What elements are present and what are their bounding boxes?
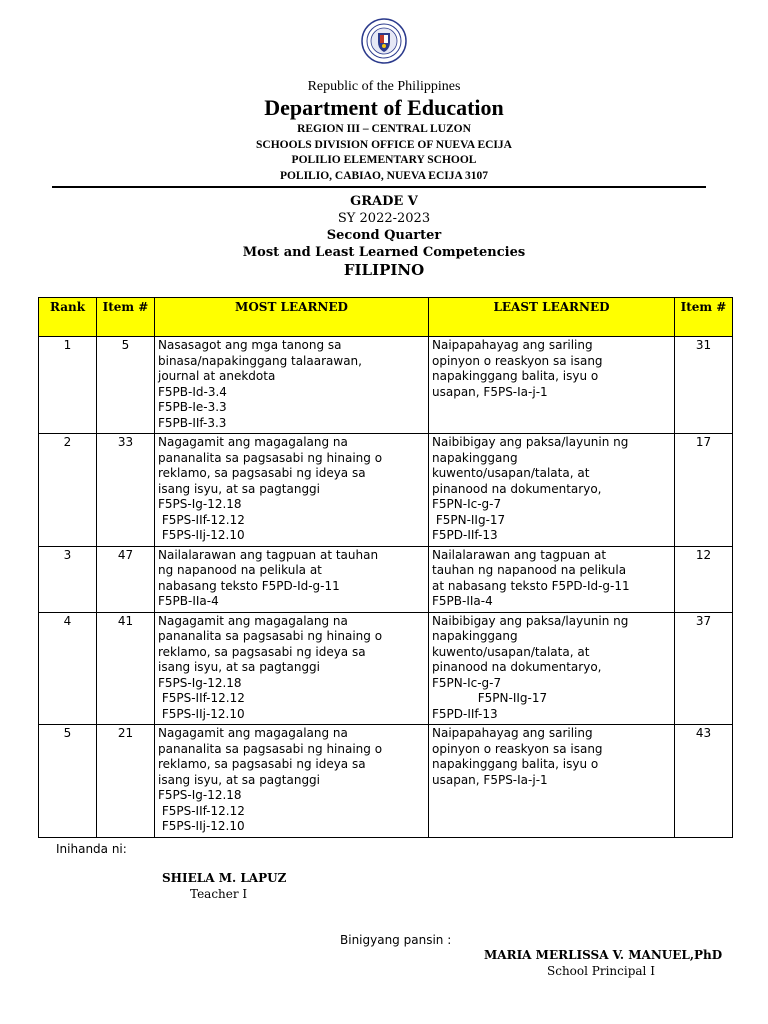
competency-line: F5PN-IIg-17 <box>432 691 548 705</box>
competency-line: Naipapahayag ang sariling <box>432 338 593 352</box>
competency-line: opinyon o reaskyon sa isang <box>432 353 603 368</box>
competency-line: F5PB-Id-3.4 <box>158 384 227 399</box>
competencies-table <box>38 297 733 838</box>
subject-title: FILIPINO <box>343 261 425 279</box>
competency-line: Nailalarawan ang tagpuan at <box>432 547 607 562</box>
most-item-number-cell: 5 <box>97 337 155 434</box>
competency-line: isang isyu, at sa pagtanggi <box>158 660 321 674</box>
competency-line: reklamo, sa pagsasabi ng ideya sa <box>158 644 366 659</box>
competency-line: F5PS-Ig-12.18 <box>158 675 242 690</box>
prepared-by-label: Inihanda ni: <box>56 842 127 856</box>
rank-cell: 3 <box>39 546 97 612</box>
least-learned-cell <box>429 546 675 612</box>
noter-role: School Principal I <box>547 964 655 978</box>
competency-line: F5PS-Ig-12.18 <box>158 788 242 802</box>
least-item-number-cell: 43 <box>675 725 733 838</box>
least-item-number-cell: 12 <box>675 546 733 612</box>
competency-line: napakinggang <box>432 629 518 643</box>
competency-line: reklamo, sa pagsasabi ng ideya sa <box>158 466 366 480</box>
competency-line: napakinggang balita, isyu o <box>432 369 599 383</box>
competency-line: F5PB-Ie-3.3 <box>158 400 227 414</box>
competency-line: ng napanood na pelikula at <box>158 563 322 577</box>
competency-line: F5PB-IIa-4 <box>432 594 493 608</box>
table-row <box>39 434 733 547</box>
competency-line: F5PS-IIf-12.12 <box>158 803 245 818</box>
quarter-title: Second Quarter <box>326 228 442 243</box>
competency-line: reklamo, sa pagsasabi ng ideya sa <box>158 757 366 771</box>
competency-line: usapan, F5PS-Ia-j-1 <box>432 772 548 787</box>
grade-title: GRADE V <box>350 194 418 209</box>
competency-line: F5PS-IIj-12.10 <box>158 819 245 833</box>
item-number-header: Item # <box>675 298 733 337</box>
header-divider <box>52 186 706 188</box>
competency-line: isang isyu, at sa pagtanggi <box>158 772 321 787</box>
competency-line: napakinggang <box>432 450 518 465</box>
least-learned-cell <box>429 434 675 547</box>
address-line: POLILIO, CABIAO, NUEVA ECIJA 3107 <box>279 170 489 183</box>
table-row <box>39 725 733 838</box>
school-line: POLILIO ELEMENTARY SCHOOL <box>291 154 477 167</box>
competency-line: binasa/napakinggang talaarawan, <box>158 353 362 368</box>
competency-line: Nagagamit ang magagalang na <box>158 726 348 740</box>
most-learned-cell <box>155 725 429 838</box>
rank-cell: 2 <box>39 434 97 547</box>
department-title: Department of Education <box>264 95 504 120</box>
competency-line: Naibibigay ang paksa/layunin ng <box>432 435 629 449</box>
competency-line: F5PD-IIf-13 <box>432 706 498 721</box>
most-learned-cell <box>155 546 429 612</box>
item-number-header: Item # <box>97 298 155 337</box>
competency-line: F5PS-IIf-12.12 <box>158 691 245 705</box>
competency-line: journal at anekdota <box>158 369 276 383</box>
school-year: SY 2022-2023 <box>337 211 431 226</box>
competency-line: F5PB-IIa-4 <box>158 594 219 608</box>
competency-line: F5PB-IIf-3.3 <box>158 415 227 430</box>
competency-line: usapan, F5PS-Ia-j-1 <box>432 384 548 399</box>
competency-line: F5PN-Ic-g-7 <box>432 675 502 690</box>
deped-seal-icon <box>361 18 407 64</box>
most-learned-cell <box>155 434 429 547</box>
rank-header: Rank <box>39 298 97 337</box>
least-learned-cell <box>429 725 675 838</box>
preparer-name: SHIELA M. LAPUZ <box>162 871 287 885</box>
most-item-number-cell: 21 <box>97 725 155 838</box>
competency-line: pinanood na dokumentaryo, <box>432 481 602 496</box>
least-learned-cell <box>429 337 675 434</box>
competency-line: Nagagamit ang magagalang na <box>158 435 348 449</box>
least-item-number-cell: 17 <box>675 434 733 547</box>
table-row <box>39 612 733 725</box>
most-learned-header: MOST LEARNED <box>155 298 429 337</box>
least-learned-header: LEAST LEARNED <box>429 298 675 337</box>
least-item-number-cell: 31 <box>675 337 733 434</box>
competency-line: Naibibigay ang paksa/layunin ng <box>432 613 629 628</box>
competency-line: Nasasagot ang mga tanong sa <box>158 338 342 352</box>
competency-line: F5PD-IIf-13 <box>432 528 498 542</box>
most-item-number-cell: 33 <box>97 434 155 547</box>
competency-line: nabasang teksto F5PD-Id-g-11 <box>158 578 340 593</box>
table-header-row <box>39 298 733 337</box>
least-item-number-cell: 37 <box>675 612 733 725</box>
noted-by-label: Binigyang pansin : <box>340 933 452 947</box>
competency-line: napakinggang balita, isyu o <box>432 757 599 771</box>
most-learned-cell <box>155 337 429 434</box>
most-item-number-cell: 47 <box>97 546 155 612</box>
competency-line: F5PN-IIg-17 <box>432 512 506 527</box>
most-item-number-cell: 41 <box>97 612 155 725</box>
competency-line: F5PS-Ig-12.18 <box>158 497 242 511</box>
competency-line: pananalita sa pagsasabi ng hinaing o <box>158 741 383 756</box>
rank-cell: 5 <box>39 725 97 838</box>
table-row <box>39 337 733 434</box>
competency-line: pananalita sa pagsasabi ng hinaing o <box>158 629 383 643</box>
competency-line: isang isyu, at sa pagtanggi <box>158 481 321 496</box>
competency-line: opinyon o reaskyon sa isang <box>432 741 603 756</box>
competency-line: F5PS-IIj-12.10 <box>158 528 245 542</box>
rank-cell: 1 <box>39 337 97 434</box>
division-line: SCHOOLS DIVISION OFFICE OF NUEVA ECIJA <box>256 138 512 151</box>
competency-line: F5PS-IIf-12.12 <box>158 512 245 527</box>
competency-line: Nailalarawan ang tagpuan at tauhan <box>158 547 379 562</box>
competency-line: tauhan ng napanood na pelikula <box>432 563 627 577</box>
header-address-block <box>0 122 768 185</box>
republic-line: Republic of the Philippines <box>307 79 461 94</box>
competency-line: F5PN-Ic-g-7 <box>432 497 502 511</box>
competency-line: F5PS-IIj-12.10 <box>158 706 245 721</box>
noter-name: MARIA MERLISSA V. MANUEL,PhD <box>484 948 723 962</box>
region-line: REGION III – CENTRAL LUZON <box>297 123 471 135</box>
preparer-role: Teacher I <box>190 887 248 901</box>
competencies-caption: Most and Least Learned Competencies <box>242 245 526 260</box>
competency-line: Naipapahayag ang sariling <box>432 726 593 740</box>
competency-line: pinanood na dokumentaryo, <box>432 660 602 674</box>
most-learned-cell <box>155 612 429 725</box>
competency-line: pananalita sa pagsasabi ng hinaing o <box>158 450 383 465</box>
rank-cell: 4 <box>39 612 97 725</box>
competency-line: kuwento/usapan/talata, at <box>432 644 590 659</box>
competency-line: Nagagamit ang magagalang na <box>158 613 348 628</box>
competency-line: kuwento/usapan/talata, at <box>432 466 590 480</box>
table-row <box>39 546 733 612</box>
competency-line: at nabasang teksto F5PD-Id-g-11 <box>432 578 630 593</box>
least-learned-cell <box>429 612 675 725</box>
